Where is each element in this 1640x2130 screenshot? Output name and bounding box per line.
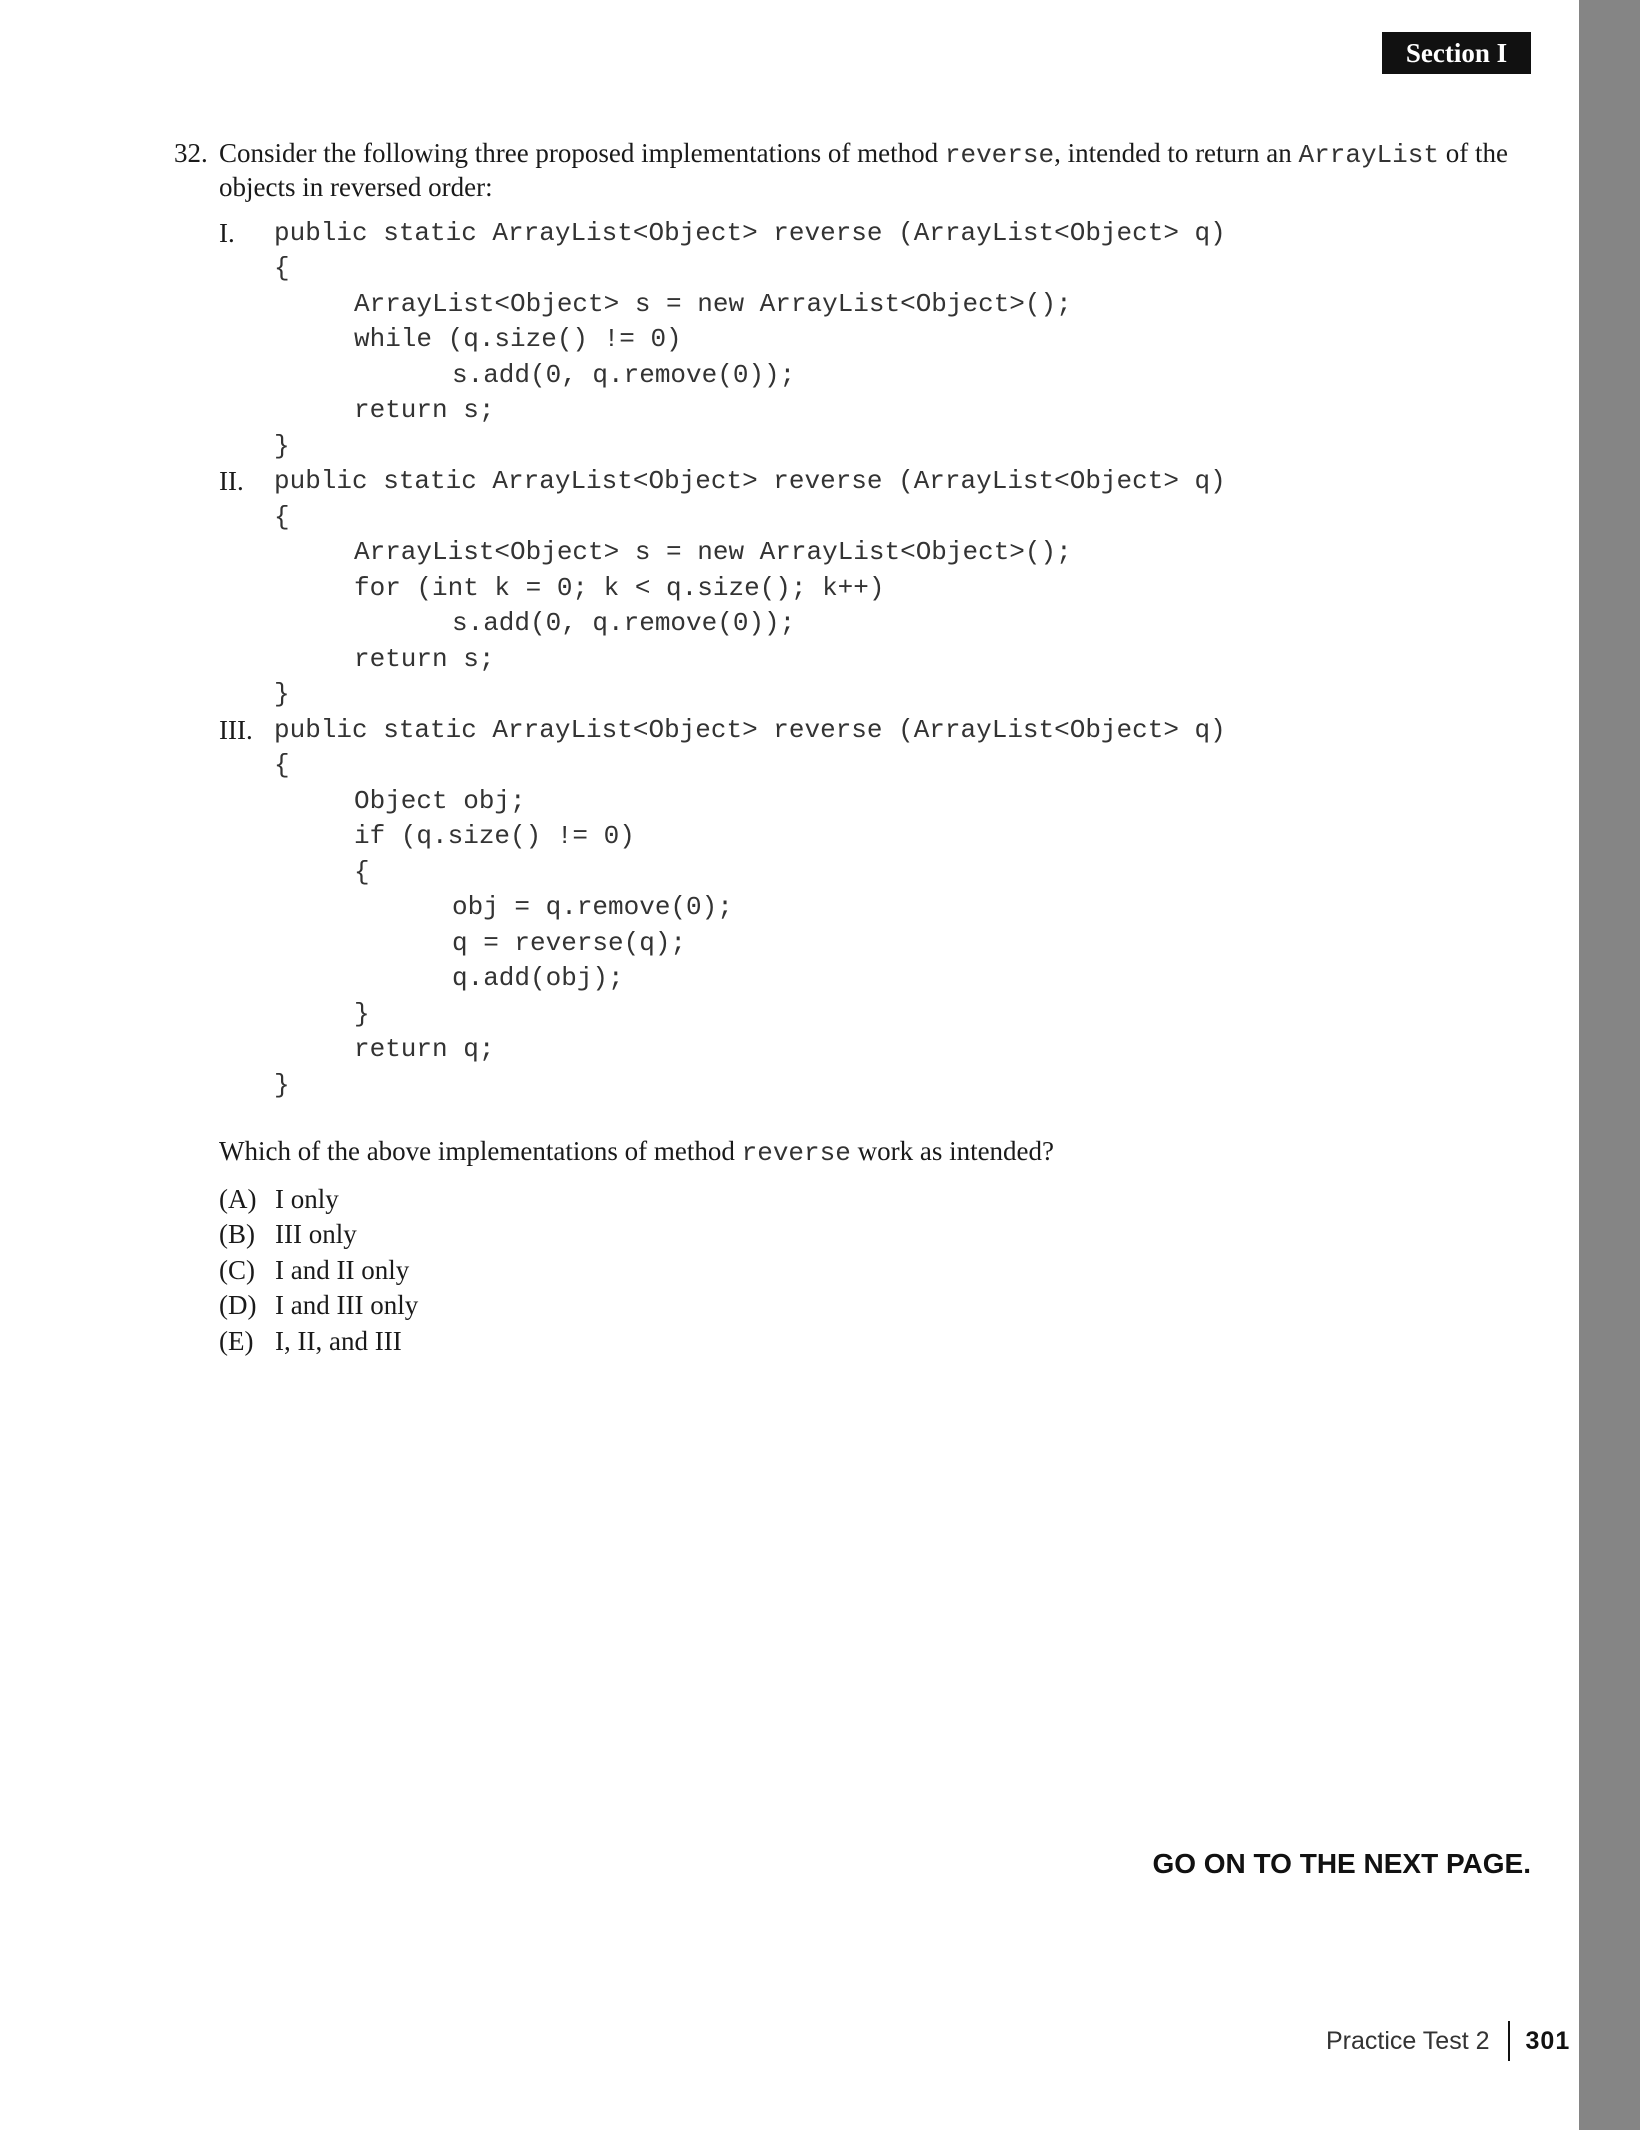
go-next-page-notice: GO ON TO THE NEXT PAGE. [1152,1848,1531,1879]
choice-letter: (E) [219,1326,254,1356]
prompt-code-reverse: reverse [944,140,1055,170]
page-number: 301 [1525,2026,1571,2055]
choice-letter: (B) [219,1219,255,1249]
stem-code-reverse: reverse [741,1138,851,1168]
impl-3-line-5: { [354,857,370,887]
impl-2-line-3: ArrayList<Object> s = new ArrayList<Object>(); [354,537,1072,567]
page-footer [1326,2016,1570,2066]
impl-3-line-6: obj = q.remove(0); [452,892,733,922]
impl-2-line-5: s.add(0, q.remove(0)); [452,608,796,638]
impl-3-line-11: } [274,1070,290,1100]
choice-a [219,1182,339,1216]
impl-3-line-8: q.add(obj); [452,963,624,993]
impl-3-line-7: q = reverse(q); [452,928,687,958]
stem-text-2: work as intended? [850,1136,1055,1166]
prompt-text-3: of the objects in reversed order: [219,138,1508,202]
choice-text: III only [275,1219,357,1249]
choice-c [219,1253,409,1287]
choice-letter: (D) [219,1290,257,1320]
side-bar [1579,0,1640,2130]
choice-letter: (C) [219,1255,255,1285]
section-label: Section I [1405,37,1508,68]
impl-3-label: III. [219,715,253,745]
impl-2-line-7: } [274,679,290,709]
prompt-text-1: Consider the following three proposed implementations of method [219,138,945,168]
impl-1-line-3: ArrayList<Object> s = new ArrayList<Object>(); [354,289,1072,319]
impl-1-line-2: { [274,253,290,283]
impl-3-line-1: public static ArrayList<Object> reverse (ArrayList<Object> q) [274,715,1226,745]
choice-text: I only [275,1184,339,1214]
footer-label: Practice Test 2 [1326,2026,1490,2055]
section-tab [1382,32,1531,74]
impl-2-line-4: for (int k = 0; k < q.size(); k++) [354,573,885,603]
impl-2-line-2: { [274,502,290,532]
impl-2-line-6: return s; [354,644,495,674]
impl-1-label: I. [219,218,235,248]
choice-text: I and III only [275,1290,419,1320]
impl-1-line-7: } [274,431,290,461]
question-stem [219,1134,1054,1170]
choice-text: I and II only [275,1255,410,1285]
question-number: 32. [174,138,208,168]
impl-3-line-4: if (q.size() != 0) [354,821,635,851]
impl-3-line-3: Object obj; [354,786,526,816]
impl-1-line-1: public static ArrayList<Object> reverse (ArrayList<Object> q) [274,218,1226,248]
choice-d [219,1288,418,1322]
impl-1-line-6: return s; [354,395,495,425]
prompt-text-2: , intended to return an [1054,138,1299,168]
impl-2-label: II. [219,466,244,496]
choice-letter: (A) [219,1184,257,1214]
impl-3-line-9: } [354,999,370,1029]
choice-b [219,1217,357,1251]
question-prompt [219,137,1519,203]
impl-3-line-2: { [274,750,290,780]
choice-text: I, II, and III [275,1326,402,1356]
footer-divider [1508,2021,1510,2061]
impl-3-line-10: return q; [354,1034,495,1064]
choice-e [219,1324,402,1358]
stem-text-1: Which of the above implementations of method [219,1136,742,1166]
prompt-code-arraylist: ArrayList [1298,140,1439,170]
impl-2-line-1: public static ArrayList<Object> reverse (ArrayList<Object> q) [274,466,1226,496]
impl-1-line-4: while (q.size() != 0) [354,324,682,354]
impl-1-line-5: s.add(0, q.remove(0)); [452,360,796,390]
